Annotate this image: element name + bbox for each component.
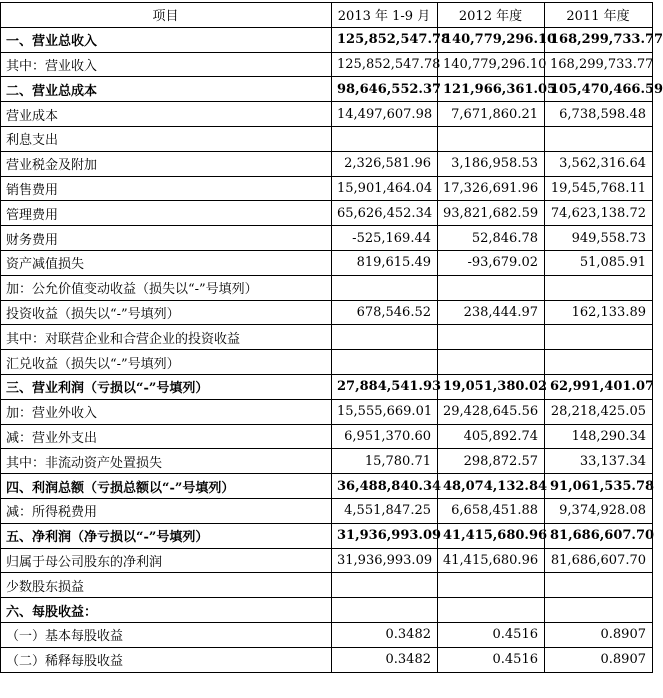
header-row (1, 3, 653, 28)
value-2013-q1-q3: 0.3482 (332, 647, 438, 672)
row-label: 销售费用 (1, 176, 332, 201)
row-label: （一）基本每股收益 (1, 622, 332, 647)
value-2011 (545, 325, 653, 350)
table-row (1, 52, 653, 77)
value-2013-q1-q3 (332, 325, 438, 350)
value-2013-q1-q3: 15,780.71 (332, 449, 438, 474)
value-2012: -93,679.02 (438, 250, 545, 275)
value-2013-q1-q3: 0.3482 (332, 622, 438, 647)
row-label: 三、营业利润（亏损以“-”号填列） (1, 374, 332, 399)
value-2011: 3,562,316.64 (545, 151, 653, 176)
value-2011: 148,290.34 (545, 424, 653, 449)
row-label: 减：营业外支出 (1, 424, 332, 449)
value-2011: 0.8907 (545, 647, 653, 672)
table-row (1, 424, 653, 449)
value-2012: 6,658,451.88 (438, 498, 545, 523)
row-label: 四、利润总额（亏损总额以“-”号填列） (1, 474, 332, 499)
row-label: （二）稀释每股收益 (1, 647, 332, 672)
value-2011: 74,623,138.72 (545, 201, 653, 226)
table-row (1, 226, 653, 251)
value-2011: 51,085.91 (545, 250, 653, 275)
table-row (1, 102, 653, 127)
value-2013-q1-q3: 27,884,541.93 (332, 374, 438, 399)
value-2013-q1-q3: 4,551,847.25 (332, 498, 438, 523)
value-2013-q1-q3: 819,615.49 (332, 250, 438, 275)
row-label: 归属于母公司股东的净利润 (1, 548, 332, 573)
table-row (1, 523, 653, 548)
row-label: 二、营业总成本 (1, 77, 332, 102)
value-2013-q1-q3: 36,488,840.34 (332, 474, 438, 499)
value-2012: 19,051,380.02 (438, 374, 545, 399)
value-2011 (545, 275, 653, 300)
value-2013-q1-q3: 31,936,993.09 (332, 523, 438, 548)
value-2012: 29,428,645.56 (438, 399, 545, 424)
row-label: 汇兑收益（损失以“-”号填列） (1, 350, 332, 375)
row-label: 少数股东损益 (1, 573, 332, 598)
row-label: 其中：对联营企业和合营企业的投资收益 (1, 325, 332, 350)
value-2011 (545, 598, 653, 623)
table-row (1, 350, 653, 375)
value-2012: 140,779,296.10 (438, 52, 545, 77)
value-2011: 162,133.89 (545, 300, 653, 325)
value-2013-q1-q3: 125,852,547.78 (332, 27, 438, 52)
value-2012 (438, 325, 545, 350)
table-row (1, 399, 653, 424)
row-label: 资产减值损失 (1, 250, 332, 275)
value-2011: 105,470,466.59 (545, 77, 653, 102)
value-2013-q1-q3: 678,546.52 (332, 300, 438, 325)
value-2011 (545, 126, 653, 151)
value-2012 (438, 126, 545, 151)
value-2012: 121,966,361.05 (438, 77, 545, 102)
row-label: 加：营业外收入 (1, 399, 332, 424)
table-row (1, 598, 653, 623)
value-2013-q1-q3 (332, 126, 438, 151)
table-row (1, 151, 653, 176)
value-2012: 48,074,132.84 (438, 474, 545, 499)
row-label: 投资收益（损失以“-”号填列） (1, 300, 332, 325)
value-2011: 19,545,768.11 (545, 176, 653, 201)
value-2011: 0.8907 (545, 622, 653, 647)
value-2012: 3,186,958.53 (438, 151, 545, 176)
row-label: 其中：非流动资产处置损失 (1, 449, 332, 474)
value-2012: 41,415,680.96 (438, 548, 545, 573)
row-label: 减：所得税费用 (1, 498, 332, 523)
value-2013-q1-q3: 14,497,607.98 (332, 102, 438, 127)
income-statement-table (0, 2, 663, 673)
row-label: 加：公允价值变动收益（损失以“-”号填列） (1, 275, 332, 300)
value-2011: 91,061,535.78 (545, 474, 653, 499)
table-row (1, 647, 653, 672)
table-row (1, 548, 653, 573)
table-row (1, 77, 653, 102)
value-2011: 9,374,928.08 (545, 498, 653, 523)
value-2011: 949,558.73 (545, 226, 653, 251)
value-2011: 6,738,598.48 (545, 102, 653, 127)
table-row (1, 449, 653, 474)
value-2012: 17,326,691.96 (438, 176, 545, 201)
row-label: 六、每股收益： (1, 598, 332, 623)
value-2012: 52,846.78 (438, 226, 545, 251)
value-2011 (545, 350, 653, 375)
header-2011: 2011 年度 (545, 3, 653, 28)
value-2013-q1-q3 (332, 350, 438, 375)
value-2011: 33,137.34 (545, 449, 653, 474)
row-label: 营业成本 (1, 102, 332, 127)
row-label: 财务费用 (1, 226, 332, 251)
value-2013-q1-q3: 6,951,370.60 (332, 424, 438, 449)
value-2012: 93,821,682.59 (438, 201, 545, 226)
value-2012 (438, 350, 545, 375)
row-label: 管理费用 (1, 201, 332, 226)
row-label: 一、营业总收入 (1, 27, 332, 52)
value-2012 (438, 573, 545, 598)
table-row (1, 176, 653, 201)
table-row (1, 498, 653, 523)
value-2013-q1-q3 (332, 598, 438, 623)
value-2013-q1-q3: 65,626,452.34 (332, 201, 438, 226)
value-2013-q1-q3: -525,169.44 (332, 226, 438, 251)
value-2012: 7,671,860.21 (438, 102, 545, 127)
value-2013-q1-q3: 15,901,464.04 (332, 176, 438, 201)
table-row (1, 300, 653, 325)
value-2013-q1-q3: 98,646,552.37 (332, 77, 438, 102)
value-2013-q1-q3: 15,555,669.01 (332, 399, 438, 424)
row-label: 五、净利润（净亏损以“-”号填列） (1, 523, 332, 548)
value-2012: 0.4516 (438, 647, 545, 672)
value-2011: 81,686,607.70 (545, 548, 653, 573)
value-2011: 168,299,733.77 (545, 52, 653, 77)
table-row (1, 250, 653, 275)
value-2012 (438, 275, 545, 300)
value-2011: 28,218,425.05 (545, 399, 653, 424)
value-2012 (438, 598, 545, 623)
value-2013-q1-q3: 125,852,547.78 (332, 52, 438, 77)
header-2012: 2012 年度 (438, 3, 545, 28)
table-row (1, 374, 653, 399)
value-2013-q1-q3 (332, 573, 438, 598)
value-2011: 168,299,733.77 (545, 27, 653, 52)
value-2013-q1-q3: 31,936,993.09 (332, 548, 438, 573)
value-2012: 140,779,296.10 (438, 27, 545, 52)
value-2013-q1-q3 (332, 275, 438, 300)
value-2011: 62,991,401.07 (545, 374, 653, 399)
table-row (1, 622, 653, 647)
table-row (1, 126, 653, 151)
table-row (1, 275, 653, 300)
table-row (1, 201, 653, 226)
value-2012: 41,415,680.96 (438, 523, 545, 548)
table-row (1, 325, 653, 350)
value-2012: 298,872.57 (438, 449, 545, 474)
row-label: 其中：营业收入 (1, 52, 332, 77)
header-2013-q1-q3: 2013 年 1-9 月 (332, 3, 438, 28)
value-2013-q1-q3: 2,326,581.96 (332, 151, 438, 176)
value-2012: 238,444.97 (438, 300, 545, 325)
row-label: 利息支出 (1, 126, 332, 151)
table-row (1, 474, 653, 499)
value-2012: 0.4516 (438, 622, 545, 647)
table-body (1, 27, 663, 672)
value-2012: 405,892.74 (438, 424, 545, 449)
value-2011: 81,686,607.70 (545, 523, 653, 548)
table-row (1, 573, 653, 598)
table-row (1, 27, 653, 52)
value-2011 (545, 573, 653, 598)
header-item: 项目 (1, 3, 332, 28)
row-label: 营业税金及附加 (1, 151, 332, 176)
